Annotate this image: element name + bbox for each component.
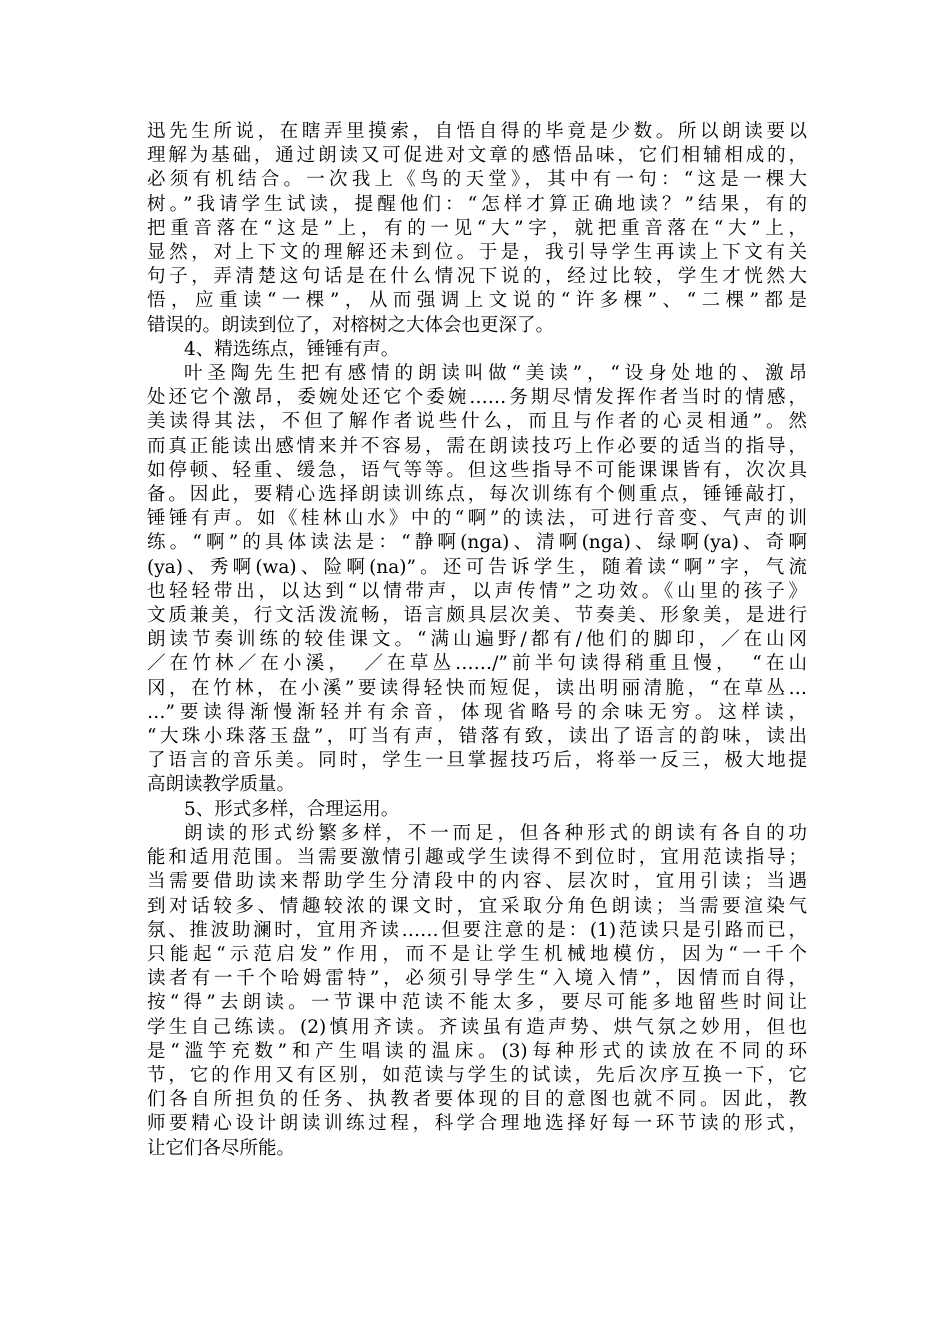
text-line: 把重音落在“这是”上，有的一见“大”字，就把重音落在“大”上，: [147, 217, 807, 239]
text-line: 也轻轻带出，以达到“以情带声，以声传情”之功效。《山里的孩子》: [147, 580, 807, 602]
text-line: 美读得其法，不但了解作者说些什么，而且与作者的心灵相通”。然: [147, 411, 807, 433]
text-line: …”要读得渐慢渐轻并有余音，体现省略号的余味无穷。这样读，: [147, 701, 807, 723]
text-line: 们各自所担负的任务、执教者要体现的目的意图也就不同。因此，教: [147, 1089, 807, 1111]
text-line: “大珠小珠落玉盘”，叮当有声，错落有致，读出了语言的韵味，读出: [147, 726, 807, 748]
text-line: 节，它的作用又有区别，如范读与学生的试读，先后次序互换一下，它: [147, 1064, 807, 1086]
text-line: 高朗读教学质量。: [147, 774, 296, 796]
section-heading: [147, 338, 807, 362]
text-line: 当需要借助读来帮助学生分清段中的内容、层次时，宜用引读；当遇: [147, 871, 807, 893]
text-line: 能和适用范围。当需要激情引趣或学生读得不到位时，宜用范读指导；: [147, 847, 807, 869]
text-line: 而真正能读出感情来并不容易，需在朗读技巧上作必要的适当的指导，: [147, 435, 807, 457]
text-line: 理解为基础，通过朗读又可促进对文章的感悟品味，它们相辅相成的，: [147, 145, 807, 167]
text-line: 树。”我请学生试读，提醒他们：“怎样才算正确地读？”结果，有的: [147, 193, 807, 215]
paragraph: [147, 822, 807, 1161]
text-line: 如停顿、轻重、缓急，语气等等。但这些指导不可能课课皆有，次次具: [147, 459, 807, 481]
text-line: 显然，对上下文的理解还未到位。于是，我引导学生再读上下文有关: [147, 242, 807, 264]
text-line: 文质兼美，行文活泼流畅，语言颇具层次美、节奏美、形象美，是进行: [147, 605, 807, 627]
text-line: 错误的。朗读到位了，对榕树之大体会也更深了。: [147, 314, 555, 336]
paragraph: [147, 120, 807, 338]
text-line: ／在竹林／在小溪， ／在草丛……/”前半句读得稍重且慢， “在山: [147, 653, 807, 675]
text-line: 让它们各尽所能。: [147, 1137, 296, 1159]
text-line: 备。因此，要精心选择朗读训练点，每次训练有个侧重点，锤锤敲打，: [147, 484, 807, 506]
text-line: 氛、推波助澜时，宜用齐读……但要注意的是：(1)范读只是引路而已，: [147, 919, 807, 941]
text-line: 读者有一千个哈姆雷特”，必须引导学生“入境入情”，因情而自得，: [147, 968, 807, 990]
text-line: 只能起“示范启发”作用，而不是让学生机械地模仿，因为“一千个: [147, 943, 807, 965]
section-heading: [147, 798, 807, 822]
text-line: 练。“啊”的具体读法是：“静啊(nga)、清啊(nga)、绿啊(ya)、奇啊: [147, 532, 807, 554]
text-line: 是“滥竽充数”和产生唱读的温床。(3)每种形式的读放在不同的环: [147, 1040, 807, 1062]
text-line: 必须有机结合。一次我上《鸟的天堂》，其中有一句：“这是一棵大: [147, 169, 807, 191]
text-line: 学生自己练读。(2)慎用齐读。齐读虽有造声势、烘气氛之妙用，但也: [147, 1016, 807, 1038]
text-line: 锤锤有声。如《桂林山水》中的“啊”的读法，可进行音变、气声的训: [147, 508, 807, 530]
text-line: 处还它个激昂，委婉处还它个委婉……务期尽情发挥作者当时的情感，: [147, 387, 807, 409]
text-line: 冈，在竹林，在小溪”要读得轻快而短促，读出明丽清脆，“在草丛…: [147, 677, 807, 699]
text-line: 叶圣陶先生把有感情的朗读叫做“美读”，“设身处地的、激昂: [184, 363, 807, 385]
text-line: 5、形式多样，合理运用。: [184, 798, 400, 820]
text-line: 到对话较多、情趣较浓的课文时，宜采取分角色朗读；当需要渲染气: [147, 895, 807, 917]
text-line: (ya)、秀啊(wa)、险啊(na)”。还可告诉学生，随着读“啊”字，气流: [147, 556, 807, 578]
text-line: 师要精心设计朗读训练过程，科学合理地选择好每一环节读的形式，: [147, 1113, 807, 1135]
text-line: 朗读的形式纷繁多样，不一而足，但各种形式的朗读有各自的功: [184, 822, 807, 844]
text-line: 句子，弄清楚这句话是在什么情况下说的，经过比较，学生才恍然大: [147, 266, 807, 288]
text-line: 朗读节奏训练的较佳课文。“满山遍野/都有/他们的脚印，／在山冈: [147, 629, 807, 651]
text-line: 了语言的音乐美。同时，学生一旦掌握技巧后，将举一反三，极大地提: [147, 750, 807, 772]
text-line: 4、精选练点，锤锤有声。: [184, 338, 400, 360]
body-text: [147, 120, 807, 1161]
text-line: 悟，应重读“一棵”，从而强调上文说的“许多棵”、“二棵”都是: [147, 290, 807, 312]
text-line: 按“得”去朗读。一节课中范读不能太多，要尽可能多地留些时间让: [147, 992, 807, 1014]
paragraph: [147, 362, 807, 798]
text-line: 迅先生所说，在瞎弄里摸索，自悟自得的毕竟是少数。所以朗读要以: [147, 121, 807, 142]
